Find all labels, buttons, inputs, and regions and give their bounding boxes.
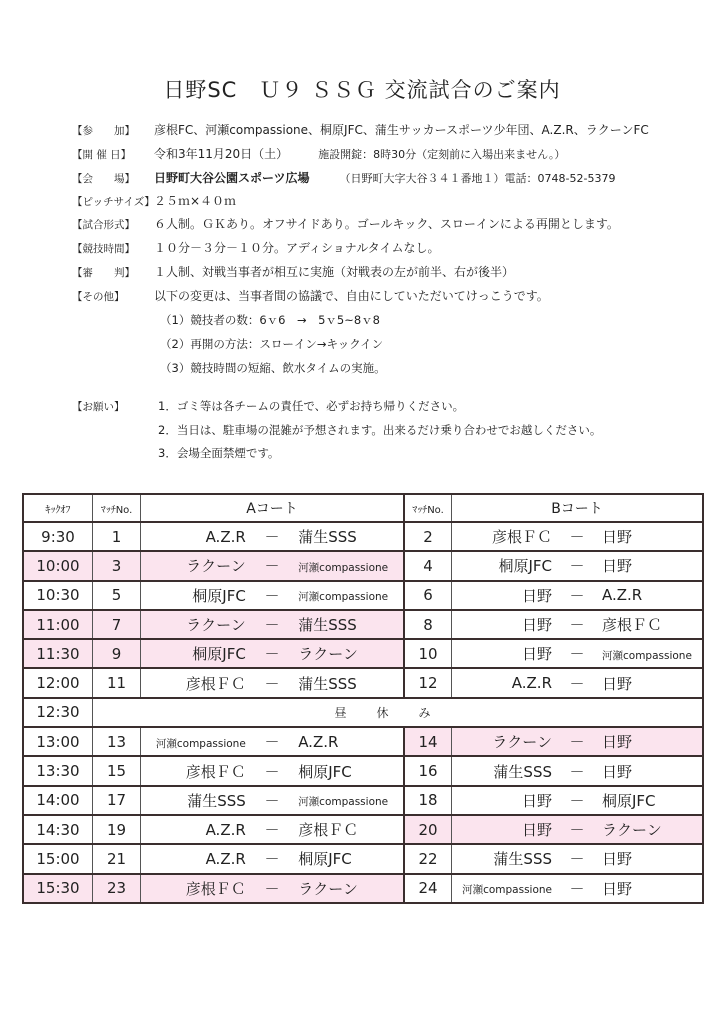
team-name: ラクーン [492, 733, 552, 752]
team-name: 河瀬compassione [298, 796, 389, 809]
versus-dash: － [569, 528, 585, 547]
table-row [23, 786, 703, 815]
team-name: 日野 [521, 586, 552, 605]
table-row [23, 639, 703, 668]
info-line [72, 286, 549, 306]
court-b-match [452, 610, 704, 639]
header-match-no-b: ﾏｯﾁNo. [404, 494, 452, 522]
match-no: 23 [93, 874, 141, 903]
table-row [23, 668, 703, 697]
versus-dash: － [569, 791, 585, 810]
match-no: 12 [404, 668, 452, 697]
team-name: 桐原JFC [192, 586, 246, 605]
court-b-match [452, 551, 704, 580]
other-item: （1）競技者の数：6ｖ6 → 5ｖ5~8ｖ8 [160, 313, 380, 327]
table-row [23, 610, 703, 639]
info-line [72, 168, 615, 188]
court-a-match [141, 551, 405, 580]
info-line [72, 144, 565, 164]
kickoff-time: 14:00 [23, 786, 93, 815]
team-name: 河瀬compassione [155, 737, 246, 750]
court-a-match [141, 581, 405, 610]
court-b-match [452, 581, 704, 610]
info-line [72, 214, 619, 234]
versus-dash: － [569, 733, 585, 752]
match-no: 5 [93, 581, 141, 610]
versus-dash: － [569, 821, 585, 840]
requests-label-line [72, 396, 154, 416]
header-match-no-a: ﾏｯﾁNo. [93, 494, 141, 522]
team-name: 日野 [602, 762, 633, 781]
team-name: 河瀬compassione [462, 884, 552, 897]
info-label: 【ピッチサイズ】 [72, 196, 155, 208]
team-name: 彦根ＦＣ [298, 821, 359, 840]
request-item: 1．ゴミ等は各チームの責任で、必ずお持ち帰りください。 [158, 399, 465, 413]
team-name: 蒲生SSS [493, 850, 552, 869]
versus-dash: － [569, 879, 585, 898]
info-value: 彦根FC、河瀬compassione、桐原JFC、蒲生サッカースポーツ少年団、A.Z.R、ラクーンFC [154, 123, 649, 137]
info-line [72, 238, 439, 258]
versus-dash: － [264, 850, 280, 869]
table-row [23, 815, 703, 844]
match-no: 2 [404, 522, 452, 551]
table-row [23, 844, 703, 873]
team-name: 日野 [602, 733, 633, 752]
table-row [23, 756, 703, 785]
table-header-row [23, 494, 703, 522]
court-b-match [452, 639, 704, 668]
match-schedule-table [22, 493, 704, 904]
versus-dash: － [264, 821, 280, 840]
lunch-label: 昼休み [93, 698, 704, 727]
kickoff-time: 11:00 [23, 610, 93, 639]
team-name: 日野 [521, 821, 552, 840]
court-b-match [452, 668, 704, 697]
team-name: ラクーン [298, 879, 358, 898]
team-name: 桐原JFC [298, 762, 352, 781]
team-name: 桐原JFC [298, 850, 352, 869]
other-item: （2）再開の方法：スローイン→キックイン [160, 337, 384, 351]
match-no: 9 [93, 639, 141, 668]
team-name: ラクーン [186, 557, 246, 576]
team-name: A.Z.R [511, 674, 552, 693]
kickoff-time: 11:30 [23, 639, 93, 668]
court-a-match [141, 610, 405, 639]
team-name: 桐原JFC [602, 791, 656, 810]
versus-dash: － [569, 645, 585, 664]
info-label: 【参 加】 [72, 125, 135, 137]
team-name: 日野 [521, 616, 552, 635]
team-name: 日野 [602, 879, 633, 898]
info-value: ６人制。ＧＫあり。オフサイドあり。ゴールキック、スローインによる再開とします。 [154, 217, 619, 231]
match-no: 15 [93, 756, 141, 785]
team-name: A.Z.R [602, 586, 643, 605]
court-a-match [141, 668, 405, 697]
info-label: 【会 場】 [72, 173, 135, 185]
match-no: 20 [404, 815, 452, 844]
request-item: 2．当日は、駐車場の混雑が予想されます。出来るだけ乗り合わせでお越しください。 [158, 423, 602, 437]
court-b-match [452, 756, 704, 785]
match-no: 16 [404, 756, 452, 785]
versus-dash: － [569, 850, 585, 869]
team-name: 蒲生SSS [298, 616, 357, 635]
request-item: 3．会場全面禁煙です。 [158, 446, 280, 460]
team-name: ラクーン [186, 616, 246, 635]
match-no: 6 [404, 581, 452, 610]
team-name: A.Z.R [205, 527, 246, 546]
court-a-match [141, 639, 405, 668]
table-row [23, 551, 703, 580]
versus-dash: － [264, 879, 280, 898]
match-no: 19 [93, 815, 141, 844]
requests-label: 【お願い】 [72, 401, 125, 413]
kickoff-time: 13:00 [23, 727, 93, 756]
table-row [23, 522, 703, 551]
match-no: 22 [404, 844, 452, 873]
court-b-match [452, 844, 704, 873]
kickoff-time: 10:00 [23, 551, 93, 580]
kickoff-time: 9:30 [23, 522, 93, 551]
court-a-match [141, 727, 405, 756]
versus-dash: － [264, 791, 280, 810]
versus-dash: － [264, 674, 280, 693]
court-b-match [452, 874, 704, 903]
match-no: 8 [404, 610, 452, 639]
kickoff-time: 12:30 [23, 698, 93, 727]
versus-dash: － [569, 762, 585, 781]
team-name: A.Z.R [205, 820, 246, 839]
court-a-match [141, 786, 405, 815]
team-name: 桐原JFC [498, 557, 552, 576]
versus-dash: － [264, 528, 280, 547]
versus-dash: － [569, 674, 585, 693]
team-name: 蒲生SSS [493, 762, 552, 781]
court-b-match [452, 786, 704, 815]
page-title: 日野SC Ｕ９ ＳＳＧ 交流試合のご案内 [163, 78, 561, 102]
match-no: 10 [404, 639, 452, 668]
court-a-match [141, 756, 405, 785]
versus-dash: － [569, 616, 585, 635]
info-label: 【開 催 日】 [72, 149, 132, 161]
versus-dash: － [264, 586, 280, 605]
versus-dash: － [264, 733, 280, 752]
team-name: 河瀬compassione [298, 561, 389, 574]
info-value: 令和3年11月20日（土） [154, 147, 289, 161]
court-a-match [141, 844, 405, 873]
court-a-match [141, 815, 405, 844]
match-no: 3 [93, 551, 141, 580]
info-value: １人制、対戦当事者が相互に実施（対戦表の左が前半、右が後半） [154, 265, 515, 279]
court-a-match [141, 874, 405, 903]
info-value: 日野町大谷公園スポーツ広場 [154, 171, 310, 185]
match-no: 11 [93, 668, 141, 697]
team-name: 彦根ＦＣ [185, 674, 246, 693]
match-no: 1 [93, 522, 141, 551]
info-line [72, 262, 514, 282]
info-sub: （日野町大字大谷３４１番地１）電話：0748-52-5379 [339, 172, 616, 185]
other-item: （3）競技時間の短縮、飲水タイムの実施。 [160, 361, 386, 375]
info-label: 【審 判】 [72, 267, 135, 279]
info-sub: 施設開錠：8時30分（定刻前に入場出来ません。） [318, 148, 566, 161]
match-no: 14 [404, 727, 452, 756]
header-kickoff: ｷｯｸｵﾌ [23, 494, 93, 522]
kickoff-time: 13:30 [23, 756, 93, 785]
kickoff-time: 10:30 [23, 581, 93, 610]
team-name: 彦根ＦＣ [491, 528, 552, 547]
team-name: 蒲生SSS [298, 674, 357, 693]
versus-dash: － [569, 557, 585, 576]
info-value: ２５ｍ×４０ｍ [154, 194, 237, 208]
team-name: 彦根ＦＣ [602, 616, 663, 635]
team-name: 日野 [602, 850, 633, 869]
team-name: ラクーン [602, 821, 662, 840]
team-name: 彦根ＦＣ [185, 762, 246, 781]
team-name: A.Z.R [298, 732, 339, 751]
table-row [23, 727, 703, 756]
header-court-a: Aコート [141, 494, 405, 522]
info-line [72, 191, 236, 211]
match-no: 13 [93, 727, 141, 756]
team-name: 蒲生SSS [187, 791, 246, 810]
info-label: 【試合形式】 [72, 219, 135, 231]
match-no: 21 [93, 844, 141, 873]
lunch-row [23, 698, 703, 727]
court-b-match [452, 522, 704, 551]
team-name: 日野 [602, 674, 633, 693]
info-label: 【競技時間】 [72, 243, 135, 255]
match-no: 18 [404, 786, 452, 815]
match-no: 24 [404, 874, 452, 903]
team-name: 日野 [521, 791, 552, 810]
court-b-match [452, 727, 704, 756]
court-b-match [452, 815, 704, 844]
team-name: 蒲生SSS [298, 528, 357, 547]
match-no: 17 [93, 786, 141, 815]
kickoff-time: 14:30 [23, 815, 93, 844]
versus-dash: － [264, 762, 280, 781]
versus-dash: － [264, 616, 280, 635]
team-name: ラクーン [298, 645, 358, 664]
versus-dash: － [264, 645, 280, 664]
court-a-match [141, 522, 405, 551]
table-row [23, 581, 703, 610]
match-no: 7 [93, 610, 141, 639]
team-name: 河瀬compassione [298, 591, 389, 604]
info-value: １０分－３分－１０分。アディショナルタイムなし。 [154, 241, 440, 255]
team-name: 桐原JFC [192, 645, 246, 664]
match-no: 4 [404, 551, 452, 580]
header-court-b: Bコート [452, 494, 704, 522]
kickoff-time: 12:00 [23, 668, 93, 697]
versus-dash: － [264, 557, 280, 576]
info-label: 【その他】 [72, 291, 125, 303]
kickoff-time: 15:00 [23, 844, 93, 873]
kickoff-time: 15:30 [23, 874, 93, 903]
team-name: 日野 [521, 645, 552, 664]
table-row [23, 874, 703, 903]
team-name: A.Z.R [205, 849, 246, 868]
team-name: 河瀬compassione [602, 649, 692, 662]
team-name: 日野 [602, 528, 633, 547]
versus-dash: － [569, 586, 585, 605]
info-line [72, 120, 649, 140]
info-value: 以下の変更は、当事者間の協議で、自由にしていただいてけっこうです。 [154, 289, 549, 303]
team-name: 彦根ＦＣ [185, 879, 246, 898]
team-name: 日野 [602, 557, 633, 576]
